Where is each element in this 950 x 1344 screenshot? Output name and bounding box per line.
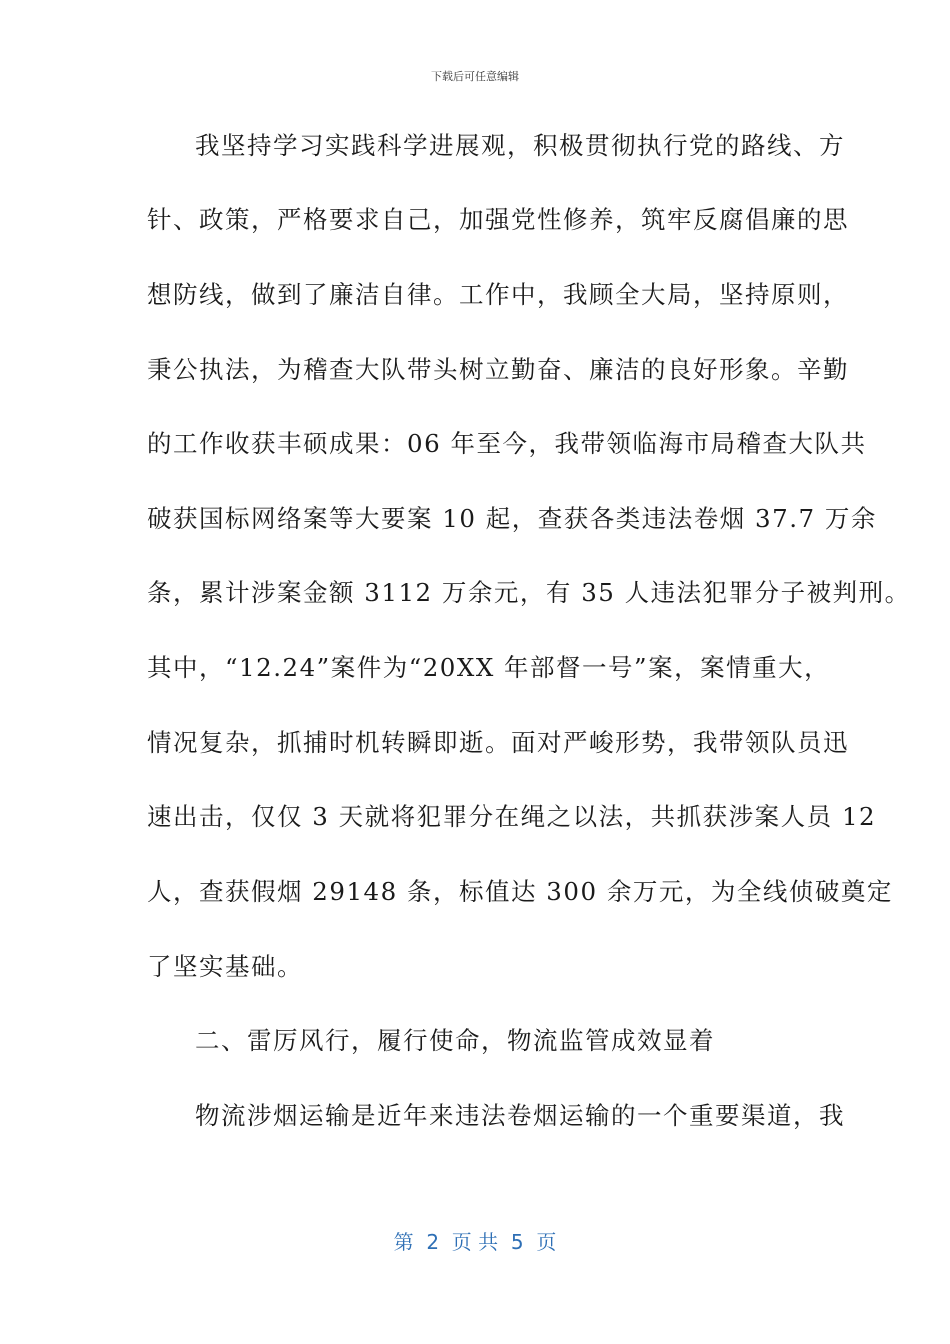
page-number-footer: 第 2 页 共 5 页 [393, 1230, 557, 1254]
text-line: 想防线，做到了廉洁自律。工作中，我顾全大局，坚持原则， [147, 280, 849, 309]
text-line: 了坚实基础。 [147, 952, 303, 981]
text-line: 针、政策，严格要求自己，加强党性修养，筑牢反腐倡廉的思 [147, 205, 849, 234]
text-line: 其中，“12.24”案件为“20XX 年部督一号”案，案情重大， [147, 653, 831, 682]
text-line: 秉公执法，为稽查大队带头树立勤奋、廉洁的良好形象。辛勤 [147, 355, 849, 384]
section-heading: 二、雷厉风行，履行使命，物流监管成效显着 [195, 1026, 715, 1055]
text-line: 速出击，仅仅 3 天就将犯罪分在绳之以法，共抓获涉案人员 12 [147, 802, 877, 831]
text-line: 情况复杂，抓捕时机转瞬即逝。面对严峻形势，我带领队员迅 [147, 728, 849, 757]
page-header-note: 下载后可任意编辑 [431, 70, 519, 83]
text-line: 条，累计涉案金额 3112 万余元，有 35 人违法犯罪分子被判刑。 [147, 578, 911, 607]
text-line: 人，查获假烟 29148 条，标值达 300 余万元，为全线侦破奠定 [147, 877, 893, 906]
text-line: 破获国标网络案等大要案 10 起，查获各类违法卷烟 37.7 万余 [147, 504, 877, 533]
text-line: 的工作收获丰硕成果：06 年至今，我带领临海市局稽查大队共 [147, 429, 867, 458]
text-line: 物流涉烟运输是近年来违法卷烟运输的一个重要渠道，我 [195, 1101, 845, 1130]
text-line: 我坚持学习实践科学进展观，积极贯彻执行党的路线、方 [195, 131, 845, 160]
